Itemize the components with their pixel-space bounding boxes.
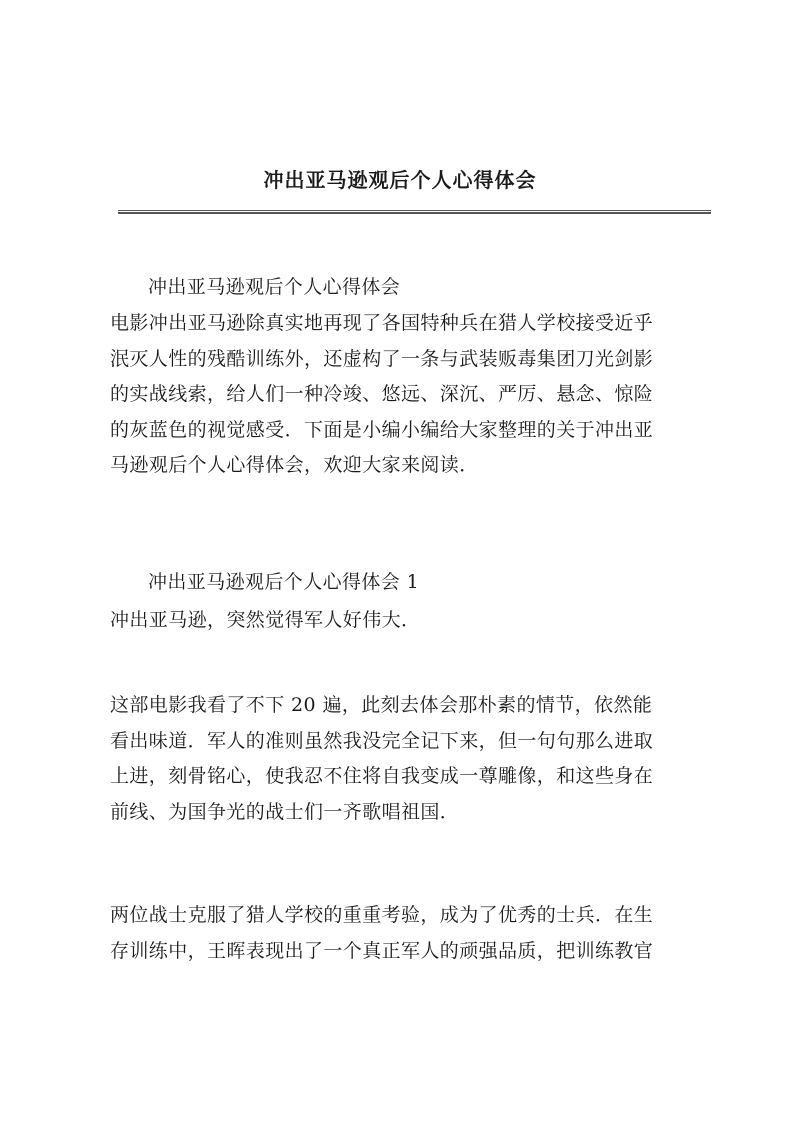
document-title: 冲出亚马逊观后个人心得体会 [263,168,537,192]
paragraph-2 [110,688,714,830]
text-line: 的灰蓝色的视觉感受．下面是小编小编给大家整理的关于冲出亚 [110,418,654,441]
text-line: 泯灭人性的残酷训练外，还虚构了一条与武装贩毒集团刀光剑影 [110,347,654,370]
intro-paragraph [110,306,714,484]
intro-heading: 冲出亚马逊观后个人心得体会 [148,276,401,298]
text-line: 存训练中，王晖表现出了一个真正军人的顽强品质，把训练教官 [110,939,654,962]
section1-heading: 冲出亚马逊观后个人心得体会 1 [148,571,420,593]
text-line: 电影冲出亚马逊除真实地再现了各国特种兵在猎人学校接受近乎 [110,312,654,334]
text-line: 上进，刻骨铭心，使我忍不住将自我变成一尊雕像，和这些身在 [110,765,654,787]
text-line: 马逊观后个人心得体会，欢迎大家来阅读． [110,454,479,476]
text-line: 两位战士克服了猎人学校的重重考验，成为了优秀的士兵．在生 [110,904,654,926]
text-line: 的实战线索，给人们一种冷竣、悠远、深沉、严厉、悬念、惊险 [110,383,654,405]
title-divider [118,210,711,214]
text-line: 看出味道．军人的准则虽然我没完全记下来，但一句句那么进取 [110,729,654,752]
text-line: 这部电影我看了不下 20 遍，此刻去体会那朴素的情节，依然能 [110,694,653,716]
section1-first-line: 冲出亚马逊，突然觉得军人好伟大． [110,609,421,631]
paragraph-3 [110,898,714,969]
text-line: 前线、为国争光的战士们一齐歌唱祖国． [110,800,460,823]
